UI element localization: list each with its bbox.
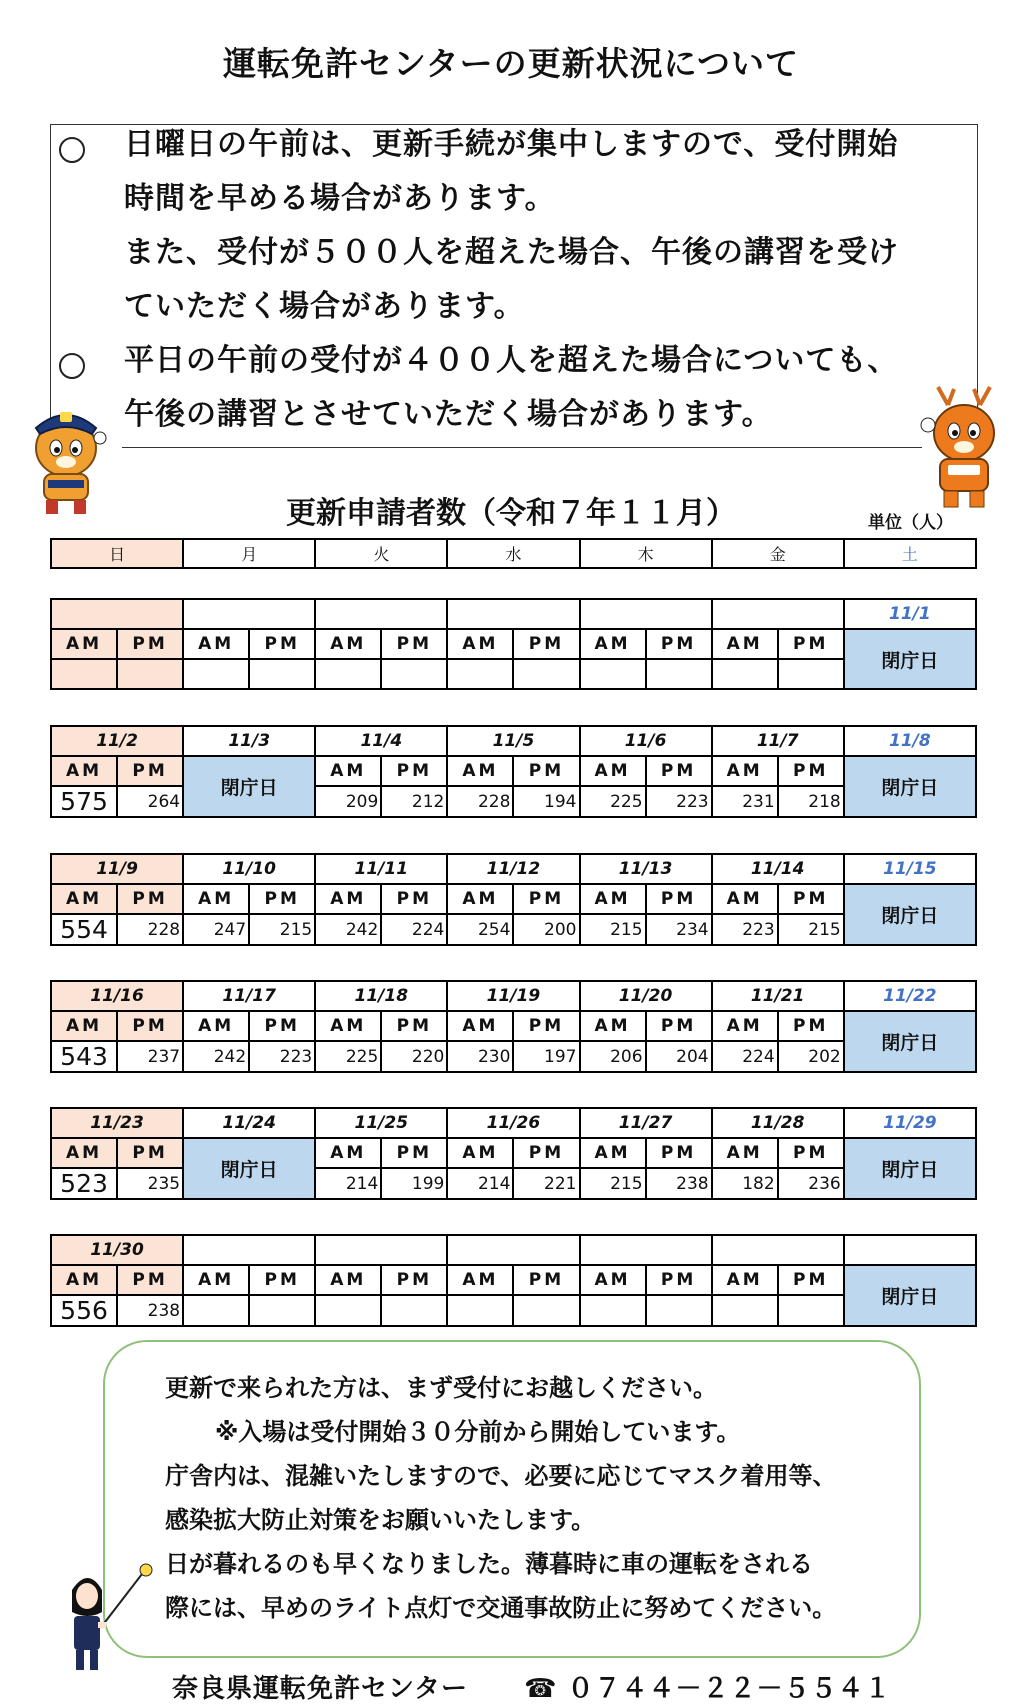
- date-cell: 11/6: [580, 726, 712, 756]
- date-cell: 11/12: [447, 854, 579, 884]
- am-count: 554: [51, 914, 117, 945]
- weekday-tue: 火: [315, 539, 447, 568]
- am-count: 225: [580, 786, 646, 817]
- am-label: AM: [447, 756, 513, 786]
- am-label: AM: [447, 629, 513, 659]
- pm-count: 223: [646, 786, 712, 817]
- am-label: AM: [712, 1011, 778, 1041]
- pm-count: [381, 659, 447, 689]
- am-label: AM: [51, 756, 117, 786]
- am-label: AM: [51, 629, 117, 659]
- pm-count: [646, 1295, 712, 1326]
- pm-label: PM: [249, 884, 315, 914]
- am-count: 224: [712, 1041, 778, 1072]
- weekday-mon: 月: [183, 539, 315, 568]
- pm-label: PM: [646, 629, 712, 659]
- pm-label: PM: [381, 1011, 447, 1041]
- notice-box: [50, 124, 978, 447]
- pm-count: 238: [117, 1295, 183, 1326]
- notice-line-4: ていただく場合があります。: [124, 289, 525, 324]
- info-line-2: ※入場は受付開始３０分前から開始しています。: [215, 1418, 741, 1446]
- am-label: AM: [447, 1138, 513, 1168]
- am-count: 214: [315, 1168, 381, 1199]
- pm-label: PM: [513, 756, 579, 786]
- date-cell: 11/5: [447, 726, 579, 756]
- pm-label: PM: [249, 1265, 315, 1295]
- closed-day-cell: 閉庁日: [844, 1265, 976, 1326]
- am-count: 215: [580, 1168, 646, 1199]
- info-line-6: 際には、早めのライト点灯で交通事故防止に努めてください。: [165, 1594, 837, 1622]
- am-count: 228: [447, 786, 513, 817]
- am-count: [51, 659, 117, 689]
- section-subtitle: 更新申請者数（令和７年１１月）: [286, 496, 736, 531]
- notice-line-6: 午後の講習とさせていただく場合があります。: [124, 397, 773, 432]
- pm-count: [778, 659, 844, 689]
- pm-label: PM: [249, 629, 315, 659]
- am-count: 209: [315, 786, 381, 817]
- am-label: AM: [580, 1011, 646, 1041]
- am-count: 242: [315, 914, 381, 945]
- pm-count: [381, 1295, 447, 1326]
- pm-count: 200: [513, 914, 579, 945]
- am-label: AM: [712, 629, 778, 659]
- date-cell: 11/4: [315, 726, 447, 756]
- am-label: AM: [580, 1138, 646, 1168]
- date-cell: 11/17: [183, 981, 315, 1011]
- am-label: AM: [51, 1265, 117, 1295]
- am-label: AM: [580, 1265, 646, 1295]
- date-cell: 11/28: [712, 1108, 844, 1138]
- date-cell: 11/18: [315, 981, 447, 1011]
- date-cell: 11/24: [183, 1108, 315, 1138]
- pm-count: 197: [513, 1041, 579, 1072]
- closed-day-cell: 閉庁日: [844, 1138, 976, 1199]
- footer-contact: [172, 1668, 892, 1705]
- week-table: [50, 1234, 977, 1327]
- am-count: [183, 659, 249, 689]
- date-cell: [315, 1235, 447, 1265]
- pm-count: [778, 1295, 844, 1326]
- pm-count: 264: [117, 786, 183, 817]
- date-cell: 11/19: [447, 981, 579, 1011]
- am-label: AM: [580, 629, 646, 659]
- date-cell: 11/16: [51, 981, 183, 1011]
- date-cell: 11/23: [51, 1108, 183, 1138]
- pm-label: PM: [778, 1138, 844, 1168]
- pm-count: 204: [646, 1041, 712, 1072]
- am-label: AM: [51, 884, 117, 914]
- pm-count: 237: [117, 1041, 183, 1072]
- pm-count: 238: [646, 1168, 712, 1199]
- pm-label: PM: [117, 1138, 183, 1168]
- pm-count: 215: [249, 914, 315, 945]
- date-cell: 11/29: [844, 1108, 976, 1138]
- am-label: AM: [712, 1265, 778, 1295]
- am-label: AM: [447, 1011, 513, 1041]
- pm-count: 220: [381, 1041, 447, 1072]
- pm-count: 215: [778, 914, 844, 945]
- pm-count: 199: [381, 1168, 447, 1199]
- am-label: AM: [183, 884, 249, 914]
- bullet-circle-icon: [59, 353, 85, 379]
- closed-day-cell: 閉庁日: [183, 756, 315, 817]
- am-label: AM: [447, 1265, 513, 1295]
- am-count: 523: [51, 1168, 117, 1199]
- week-table: [50, 725, 977, 818]
- date-cell: 11/9: [51, 854, 183, 884]
- am-count: [447, 1295, 513, 1326]
- pm-count: 236: [778, 1168, 844, 1199]
- am-count: [712, 659, 778, 689]
- closed-day-cell: 閉庁日: [183, 1138, 315, 1199]
- week-table: [50, 853, 977, 946]
- am-count: 247: [183, 914, 249, 945]
- date-cell: 11/21: [712, 981, 844, 1011]
- am-label: AM: [712, 756, 778, 786]
- info-line-1: 更新で来られた方は、まず受付にお越しください。: [165, 1374, 717, 1402]
- pm-count: [117, 659, 183, 689]
- closed-day-cell: 閉庁日: [844, 884, 976, 945]
- pm-label: PM: [381, 629, 447, 659]
- pm-label: PM: [117, 884, 183, 914]
- notice-divider: [122, 447, 922, 448]
- pm-label: PM: [778, 1011, 844, 1041]
- closed-day-cell: 閉庁日: [844, 756, 976, 817]
- date-cell: 11/20: [580, 981, 712, 1011]
- pm-count: [513, 1295, 579, 1326]
- phone-number: ０７４４－２２－５５４１: [567, 1674, 892, 1704]
- pm-label: PM: [646, 756, 712, 786]
- bullet-circle-icon: [59, 137, 85, 163]
- am-label: AM: [315, 1265, 381, 1295]
- pm-label: PM: [381, 756, 447, 786]
- pm-label: PM: [117, 1265, 183, 1295]
- weekday-sun: 日: [51, 539, 183, 568]
- pm-count: 202: [778, 1041, 844, 1072]
- notice-line-5: 平日の午前の受付が４００人を超えた場合についても、: [124, 343, 899, 378]
- date-cell: 11/27: [580, 1108, 712, 1138]
- am-count: 214: [447, 1168, 513, 1199]
- am-label: AM: [51, 1011, 117, 1041]
- notice-line-2: 時間を早める場合があります。: [124, 181, 556, 216]
- am-label: AM: [51, 1138, 117, 1168]
- weekday-thu: 木: [580, 539, 712, 568]
- date-cell: 11/26: [447, 1108, 579, 1138]
- am-count: 556: [51, 1295, 117, 1326]
- pm-label: PM: [381, 1138, 447, 1168]
- am-count: [580, 659, 646, 689]
- pm-label: PM: [117, 1011, 183, 1041]
- week-table: [50, 980, 977, 1073]
- am-count: [315, 659, 381, 689]
- weekday-header: [50, 538, 977, 569]
- am-count: 225: [315, 1041, 381, 1072]
- center-name: 奈良県運転免許センター: [172, 1674, 468, 1704]
- pm-count: [249, 659, 315, 689]
- am-count: [580, 1295, 646, 1326]
- pm-label: PM: [249, 1011, 315, 1041]
- pm-label: PM: [646, 1265, 712, 1295]
- staff-pointer-icon: [62, 1560, 158, 1676]
- pm-label: PM: [117, 629, 183, 659]
- am-count: [183, 1295, 249, 1326]
- am-label: AM: [315, 756, 381, 786]
- date-cell: 11/15: [844, 854, 976, 884]
- pm-count: 194: [513, 786, 579, 817]
- am-count: 230: [447, 1041, 513, 1072]
- pm-count: 223: [249, 1041, 315, 1072]
- weekday-fri: 金: [712, 539, 844, 568]
- notice-line-3: また、受付が５００人を超えた場合、午後の講習を受け: [124, 235, 899, 270]
- info-line-4: 感染拡大防止対策をお願いいたします。: [165, 1506, 596, 1534]
- pm-label: PM: [646, 1011, 712, 1041]
- am-count: 575: [51, 786, 117, 817]
- pm-label: PM: [117, 756, 183, 786]
- info-line-5: 日が暮れるのも早くなりました。薄暮時に車の運転をされる: [165, 1550, 813, 1578]
- am-label: AM: [183, 629, 249, 659]
- date-cell: 11/3: [183, 726, 315, 756]
- pm-count: 224: [381, 914, 447, 945]
- am-label: AM: [315, 629, 381, 659]
- pm-label: PM: [646, 1138, 712, 1168]
- date-cell: 11/8: [844, 726, 976, 756]
- am-label: AM: [315, 1011, 381, 1041]
- date-cell: [447, 1235, 579, 1265]
- weekday-sat: 土: [844, 539, 976, 568]
- date-cell: [51, 599, 183, 629]
- am-count: [315, 1295, 381, 1326]
- am-count: 543: [51, 1041, 117, 1072]
- date-cell: 11/10: [183, 854, 315, 884]
- date-cell: 11/30: [51, 1235, 183, 1265]
- date-cell: [315, 599, 447, 629]
- closed-day-cell: 閉庁日: [844, 629, 976, 689]
- pm-label: PM: [513, 1138, 579, 1168]
- pm-label: PM: [381, 1265, 447, 1295]
- pm-count: 221: [513, 1168, 579, 1199]
- am-label: AM: [712, 884, 778, 914]
- pm-label: PM: [778, 756, 844, 786]
- page-title: 運転免許センターの更新状況について: [222, 44, 800, 83]
- am-count: [712, 1295, 778, 1326]
- pm-label: PM: [513, 884, 579, 914]
- weekday-wed: 水: [447, 539, 579, 568]
- date-cell: [844, 1235, 976, 1265]
- week-table: [50, 1107, 977, 1200]
- date-cell: 11/2: [51, 726, 183, 756]
- pm-label: PM: [513, 1011, 579, 1041]
- date-cell: [712, 599, 844, 629]
- am-count: 242: [183, 1041, 249, 1072]
- info-box: [103, 1340, 921, 1658]
- closed-day-cell: 閉庁日: [844, 1011, 976, 1072]
- week-table: [50, 598, 977, 690]
- pm-label: PM: [778, 629, 844, 659]
- date-cell: 11/14: [712, 854, 844, 884]
- pm-count: 228: [117, 914, 183, 945]
- date-cell: 11/25: [315, 1108, 447, 1138]
- pm-count: [646, 659, 712, 689]
- am-label: AM: [712, 1138, 778, 1168]
- phone-icon: ☎: [524, 1674, 558, 1704]
- pm-label: PM: [381, 884, 447, 914]
- date-cell: 11/1: [844, 599, 976, 629]
- am-label: AM: [183, 1011, 249, 1041]
- am-count: 182: [712, 1168, 778, 1199]
- date-cell: [712, 1235, 844, 1265]
- date-cell: [183, 1235, 315, 1265]
- am-label: AM: [315, 1138, 381, 1168]
- pm-count: 234: [646, 914, 712, 945]
- am-count: [447, 659, 513, 689]
- pm-label: PM: [646, 884, 712, 914]
- pm-count: 212: [381, 786, 447, 817]
- am-label: AM: [183, 1265, 249, 1295]
- am-count: 231: [712, 786, 778, 817]
- unit-label: 単位（人）: [868, 513, 953, 533]
- date-cell: [580, 599, 712, 629]
- date-cell: [183, 599, 315, 629]
- am-label: AM: [447, 884, 513, 914]
- date-cell: 11/11: [315, 854, 447, 884]
- am-label: AM: [580, 756, 646, 786]
- am-count: 206: [580, 1041, 646, 1072]
- date-cell: 11/22: [844, 981, 976, 1011]
- date-cell: 11/7: [712, 726, 844, 756]
- am-count: 215: [580, 914, 646, 945]
- am-label: AM: [580, 884, 646, 914]
- date-cell: [447, 599, 579, 629]
- pm-label: PM: [778, 884, 844, 914]
- notice-line-1: 日曜日の午前は、更新手続が集中しますので、受付開始: [124, 127, 899, 162]
- pm-count: [513, 659, 579, 689]
- am-count: 254: [447, 914, 513, 945]
- am-count: 223: [712, 914, 778, 945]
- pm-count: [249, 1295, 315, 1326]
- pm-label: PM: [513, 629, 579, 659]
- pm-count: 235: [117, 1168, 183, 1199]
- am-label: AM: [315, 884, 381, 914]
- pm-label: PM: [513, 1265, 579, 1295]
- pm-label: PM: [778, 1265, 844, 1295]
- pm-count: 218: [778, 786, 844, 817]
- date-cell: [580, 1235, 712, 1265]
- info-line-3: 庁舎内は、混雑いたしますので、必要に応じてマスク着用等、: [165, 1462, 837, 1490]
- date-cell: 11/13: [580, 854, 712, 884]
